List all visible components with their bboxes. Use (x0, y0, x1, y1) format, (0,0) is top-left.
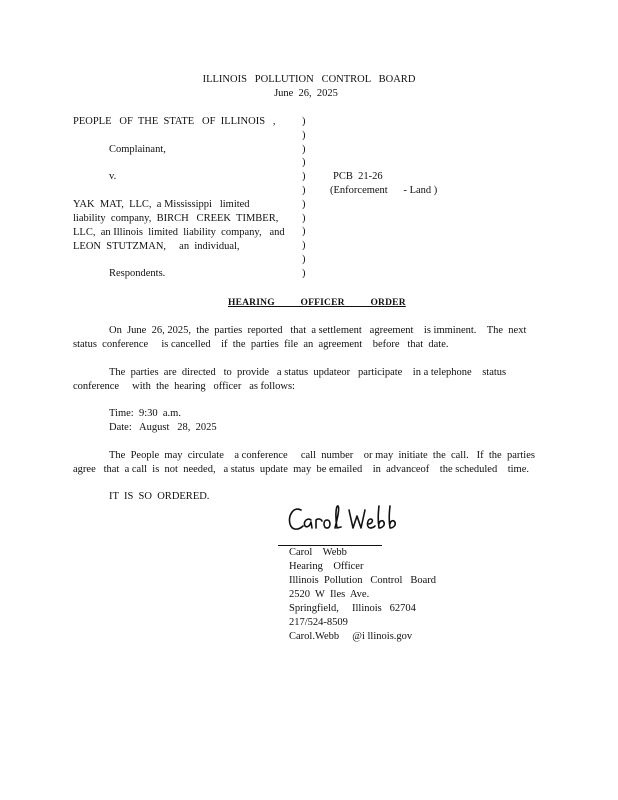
hearing-time: Time: 9:30 a.m. (109, 408, 181, 419)
caption-paren: ) (302, 184, 306, 196)
case-number: PCB 21-26 (333, 171, 383, 182)
signer-city: Springfield, Illinois 62704 (289, 603, 416, 614)
caption-paren: ) (302, 171, 306, 183)
caption-paren: ) (302, 212, 306, 224)
paragraph-2-line-1: The parties are directed to provide a status updateor participate in a telephone status (109, 367, 507, 378)
paragraph-3-line-2: agree that a call is not needed, a status update may be emailed in advanceof the scheduled time. (73, 464, 530, 475)
respondent-line: LLC, an Illinois limited liability company, and (73, 227, 285, 238)
caption-paren: ) (302, 143, 306, 155)
caption-paren: ) (302, 240, 306, 252)
order-date: June 26, 2025 (274, 88, 338, 99)
paragraph-2-line-2: conference with the hearing officer as follows: (73, 381, 295, 392)
signer-phone: 217/524-8509 (289, 617, 348, 628)
paragraph-1-line-2: status conference is cancelled if the parties file an agreement before that date. (73, 339, 449, 350)
paragraph-3-line-1: The People may circulate a conference call number or may initiate the call. If the parties (109, 450, 535, 461)
handwritten-signature (285, 500, 415, 542)
caption-paren: ) (302, 157, 306, 169)
case-type: (Enforcement - Land ) (330, 185, 438, 196)
paragraph-1-line-1: On June 26, 2025, the parties reported that a settlement agreement is imminent. The next (109, 325, 527, 336)
caption-paren: ) (302, 226, 306, 238)
caption-paren: ) (302, 267, 306, 279)
caption-paren: ) (302, 253, 306, 265)
signature-block (289, 546, 436, 644)
complainant-label: Complainant, (109, 144, 166, 155)
so-ordered: IT IS SO ORDERED. (109, 491, 210, 502)
caption-complainant-party: PEOPLE OF THE STATE OF ILLINOIS , (73, 116, 276, 127)
respondent-line: liability company, BIRCH CREEK TIMBER, (73, 213, 279, 224)
order-heading: HEARING OFFICER ORDER (228, 298, 406, 308)
versus-label: v. (109, 171, 117, 182)
signer-email: Carol.Webb @i llinois.gov (289, 631, 413, 642)
caption-paren-column (302, 115, 306, 281)
caption-paren: ) (302, 116, 306, 127)
hearing-date: Date: August 28, 2025 (109, 422, 217, 433)
respondent-line: LEON STUTZMAN, an individual, (73, 241, 240, 252)
respondent-line: YAK MAT, LLC, a Mississippi limited (73, 199, 250, 210)
caption-paren: ) (302, 198, 306, 210)
agency-title: ILLINOIS POLLUTION CONTROL BOARD (202, 74, 416, 85)
signer-title: Hearing Officer (289, 561, 364, 572)
signer-name: Carol Webb (289, 547, 347, 558)
signer-street: 2520 W Iles Ave. (289, 589, 370, 600)
caption-paren: ) (302, 129, 306, 141)
signer-agency: Illinois Pollution Control Board (289, 575, 437, 586)
respondents-label: Respondents. (109, 268, 166, 279)
